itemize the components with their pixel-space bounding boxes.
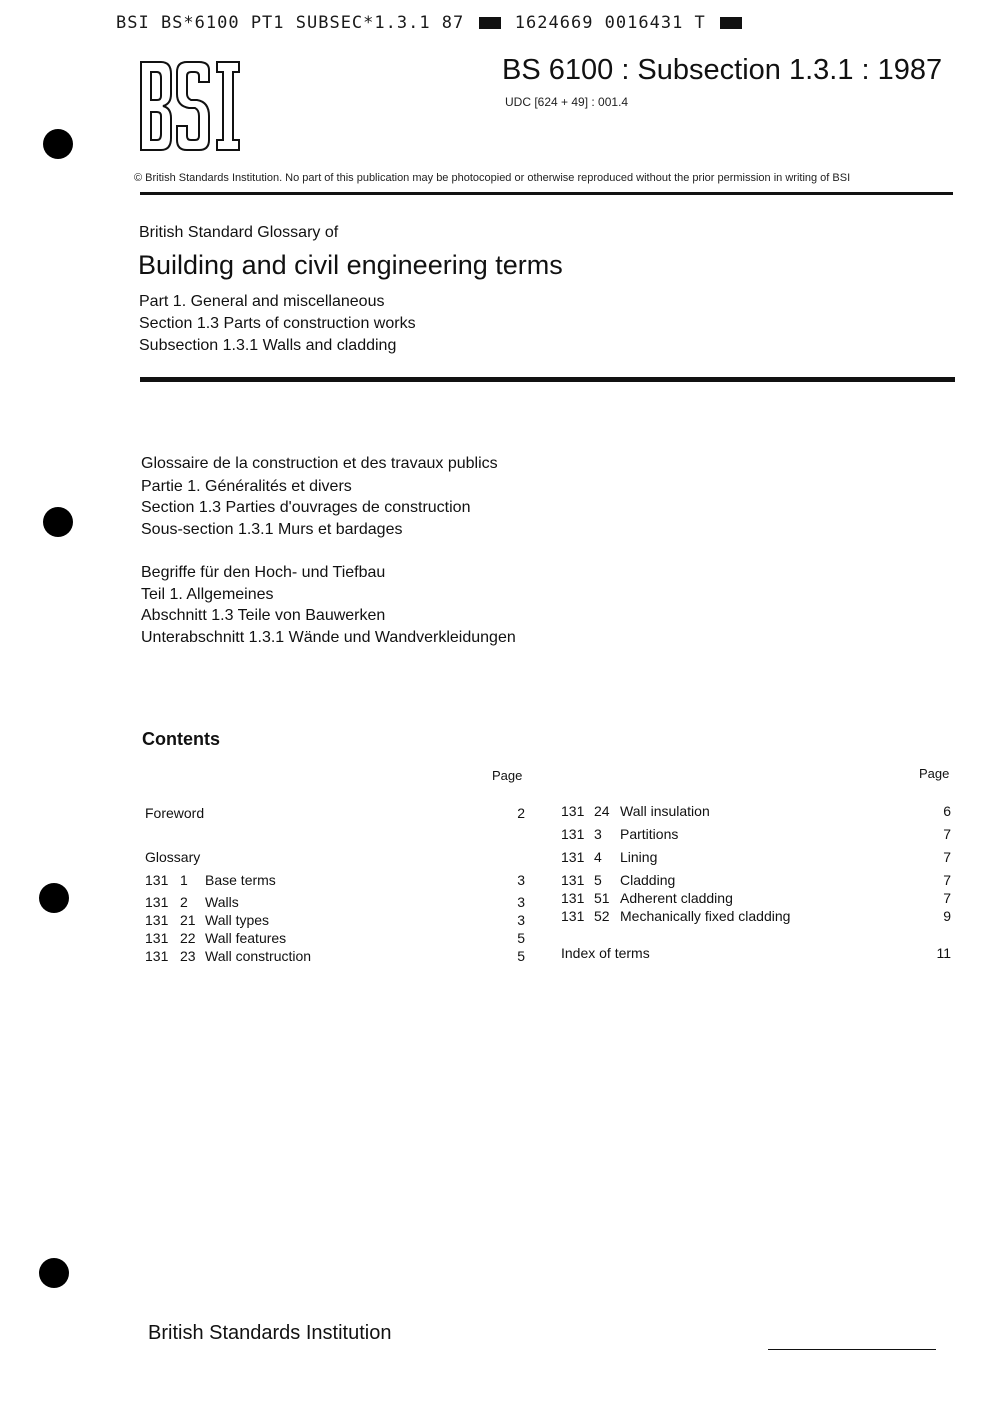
glossary-heading: Glossary [145,849,201,865]
contents-heading: Contents [142,729,220,749]
toc-entry [561,908,953,926]
header-strip [116,13,745,33]
toc-section: 2 [180,894,188,910]
toc-label: Wall features [205,930,287,946]
header-rule [140,192,953,195]
title-section: Section 1.3 Parts of construction works [139,315,416,332]
german-title: Begriffe für den Hoch- und Tiefbau [141,564,386,581]
redaction-block [720,17,742,29]
toc-page: 3 [517,912,525,928]
toc-number: 131 [145,872,169,888]
punch-hole [43,507,73,537]
punch-hole [39,883,69,913]
french-subsection: Sous-section 1.3.1 Murs et bardages [141,521,403,538]
copyright-notice: © British Standards Institution. No part of this publication may be photocopied or otherwise reproduced without the prior permission in writing of BSI [134,172,851,184]
toc-entry [561,826,953,844]
footer-line [768,1349,936,1350]
toc-section: 1 [180,872,188,888]
main-title: Building and civil engineering terms [138,250,563,280]
punch-hole [43,129,73,159]
toc-entry [561,890,953,908]
toc-page: 9 [943,908,951,924]
toc-number: 131 [561,849,585,865]
toc-entry [561,872,953,890]
title-prefix: British Standard Glossary of [139,224,339,241]
toc-entry [145,948,525,966]
toc-page: 7 [943,826,951,842]
toc-entry [561,803,953,821]
toc-page: 7 [943,872,951,888]
german-subsection: Unterabschnitt 1.3.1 Wände und Wandverkleidungen [141,629,516,646]
toc-number: 131 [145,948,169,964]
toc-label: Base terms [205,872,276,888]
title-subsection: Subsection 1.3.1 Walls and cladding [139,337,397,354]
german-part: Teil 1. Allgemeines [141,586,274,603]
bsi-logo [139,60,243,152]
toc-number: 131 [561,803,585,819]
title-rule [140,377,955,382]
toc-number: 131 [145,930,169,946]
publisher-footer: British Standards Institution [148,1322,392,1344]
document-number: BS 6100 : Subsection 1.3.1 : 1987 [502,54,943,86]
toc-number: 131 [145,894,169,910]
toc-number: 131 [561,872,585,888]
toc-page: 3 [517,872,525,888]
header-strip-codes: 1624669 0016431 T [514,13,706,33]
toc-section: 24 [594,803,610,819]
udc-code: UDC [624 + 49] : 001.4 [505,95,629,109]
page-column-label-left: Page [492,768,523,783]
toc-number: 131 [561,890,585,906]
toc-label: Wall types [205,912,270,928]
toc-page: 5 [517,948,525,964]
toc-label: Cladding [620,872,676,888]
toc-number: 131 [145,912,169,928]
toc-entry [145,930,525,948]
toc-page: 3 [517,894,525,910]
french-part: Partie 1. Généralités et divers [141,478,352,495]
toc-label: Walls [205,894,239,910]
toc-label: Lining [620,849,658,865]
toc-entry [145,894,525,912]
toc-entry [145,912,525,930]
french-section: Section 1.3 Parties d'ouvrages de construction [141,499,471,516]
toc-label: Mechanically fixed cladding [620,908,791,924]
toc-number: 131 [561,826,585,842]
toc-label: Index of terms [561,945,650,961]
header-strip-prefix: BSI BS*6100 PT1 SUBSEC*1.3.1 87 [116,13,465,33]
french-title: Glossaire de la construction et des travaux publics [141,455,498,472]
toc-page: 11 [936,945,951,961]
redaction-block [479,17,501,29]
toc-number: 131 [561,908,585,924]
toc-entry-foreword [145,805,525,823]
toc-label: Partitions [620,826,679,842]
toc-entry [145,872,525,890]
toc-section: 4 [594,849,602,865]
toc-page: 6 [943,803,951,819]
toc-section: 3 [594,826,602,842]
toc-page: 7 [943,890,951,906]
toc-section: 52 [594,908,610,924]
toc-page: 5 [517,930,525,946]
toc-entry [561,849,953,867]
toc-entry-index [561,945,953,963]
toc-label: Adherent cladding [620,890,733,906]
toc-section: 22 [180,930,196,946]
toc-section: 21 [180,912,196,928]
german-section: Abschnitt 1.3 Teile von Bauwerken [141,607,386,624]
punch-hole [39,1258,69,1288]
toc-section: 23 [180,948,196,964]
page-column-label-right: Page [919,766,950,781]
toc-label: Foreword [145,805,205,821]
toc-page: 2 [517,805,525,821]
toc-section: 5 [594,872,602,888]
toc-label: Wall insulation [620,803,710,819]
toc-label: Wall construction [205,948,312,964]
toc-section: 51 [594,890,610,906]
title-part: Part 1. General and miscellaneous [139,293,385,310]
toc-page: 7 [943,849,951,865]
